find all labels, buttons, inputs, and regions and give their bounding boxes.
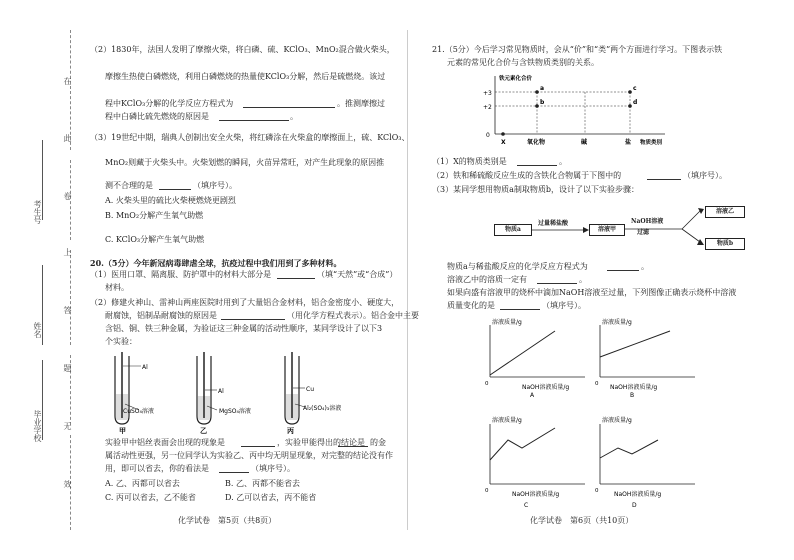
q3-line3: 测不合理的是 <box>105 181 153 190</box>
xtick-base: 碱 <box>581 139 588 146</box>
q21-2b: （填序号）。 <box>683 171 727 180</box>
q20-2c: 含铝、铜、铁三种金属，为验证这三种金属的活动性顺序，某同学设计了以下3 <box>105 324 383 333</box>
q21-3b2: 。 <box>579 275 587 284</box>
seal-char: 效 <box>63 480 72 488</box>
answer-blank[interactable] <box>219 472 249 473</box>
point-a <box>535 90 539 94</box>
point-label-a: a <box>540 85 545 92</box>
q3-line3b: （填序号）。 <box>193 181 237 190</box>
q3-line1: （3）19世纪中期，瑞典人创制出安全火柴，将红磷涂在火柴盒的摩擦面上，硫、KClO₃、 <box>90 133 410 142</box>
graph-origin: 0 <box>595 488 599 494</box>
point-c <box>628 90 632 94</box>
q20-e1a: 实验甲中铝丝表面会出现的现象是 <box>105 438 225 447</box>
q21-1: （1）X的物质类别是 <box>432 157 507 166</box>
q21-3d: 质量变化的是 <box>447 301 495 310</box>
exam-number-label: 考生号 <box>33 200 42 224</box>
graph-c <box>480 410 590 510</box>
seal-char: 答 <box>63 306 72 314</box>
q2-line3: 程中KClO₃分解的化学反应方程式为 <box>105 99 234 108</box>
graph-curve <box>490 331 555 375</box>
graph-ylabel: 溶液质量/g <box>492 417 522 424</box>
answer-blank[interactable] <box>277 278 315 279</box>
q20-option-d: D. 乙可以省去，丙不能省 <box>225 493 317 502</box>
answer-blank[interactable] <box>338 446 368 447</box>
q20-2b: 耐腐蚀，铝制品耐腐蚀的原因是 <box>105 311 217 320</box>
flow-branch-arrows <box>624 204 706 254</box>
point-label-c: c <box>633 85 637 92</box>
graph-curve <box>490 428 555 460</box>
chart-ylabel: 铁元素化合价 <box>499 76 533 82</box>
answer-blank[interactable] <box>243 107 335 108</box>
tube-jia-label: 甲 <box>119 427 126 434</box>
seal-char: 上 <box>63 248 72 256</box>
q20-1b: （填“天然”或“合成”） <box>317 270 398 279</box>
q20-e1b: ，实验甲能得出的结论是 <box>277 438 365 447</box>
graph-label-d: D <box>632 502 637 509</box>
q21-3: （3）某同学想用物质a制取物质b，设计了以下实验步骤： <box>432 185 639 194</box>
graph-origin: 0 <box>485 381 489 387</box>
point-x <box>501 132 505 136</box>
right-page-footer: 化学试卷 第6页（共10页） <box>530 516 634 525</box>
flow-step1-label: 过量稀盐酸 <box>538 220 569 227</box>
name-label: 姓名 <box>33 322 42 338</box>
tube-yi-label: 乙 <box>200 427 207 434</box>
tube-bing-label: 丙 <box>287 427 294 434</box>
q21-2: （2）铁和稀硫酸反应生成的含铁化合物属于下图中的 <box>432 171 622 180</box>
graph-b <box>590 315 700 397</box>
graph-xlabel: NaOH溶液质量/g <box>610 384 658 391</box>
xtick-oxide: 氧化物 <box>527 139 546 146</box>
tube-bing-metal: Cu <box>306 386 314 393</box>
seal-char: 题 <box>63 364 72 372</box>
answer-blank[interactable] <box>647 179 681 180</box>
q21-line2: 元素的常见化合价与含铁物质类别的关系。 <box>447 58 599 67</box>
q2-line4: 程中白磷比硫先燃烧的原因是 <box>105 112 209 121</box>
answer-blank[interactable] <box>537 283 577 284</box>
q21-3c: 如果向盛有溶液甲的烧杯中滴加NaOH溶液至过量，下列图像正确表示烧杯中溶液 <box>447 288 737 297</box>
answer-blank[interactable] <box>221 319 285 320</box>
graph-label-b: B <box>630 392 635 397</box>
ytick-plus2: +2 <box>483 104 492 111</box>
answer-blank[interactable] <box>219 120 289 121</box>
answer-blank[interactable] <box>607 270 639 271</box>
q20-1c: 材料。 <box>105 283 129 292</box>
answer-blank[interactable] <box>241 446 275 447</box>
q3-option-a: A. 火柴头里的硫比火柴梗燃烧更剧烈 <box>105 196 236 205</box>
q2-line1: （2）1830年，法国人发明了摩擦火柴，将白磷、硫、KClO₃、MnO₂混合做火柴头， <box>90 45 395 54</box>
graph-label-a: A <box>530 392 535 397</box>
answer-blank[interactable] <box>517 165 557 166</box>
q20-2b2: （用化学方程式表示）。铝合金中主要 <box>287 311 419 320</box>
point-label-b: b <box>540 99 545 106</box>
q20-2d: 个实验： <box>105 337 137 346</box>
tube-yi-metal: Al <box>218 388 224 395</box>
q21-3d2: （填序号）。 <box>542 301 586 310</box>
xtick-x: X <box>501 139 506 146</box>
xtick-salt: 盐 <box>625 139 632 146</box>
flow-arrow <box>531 225 589 235</box>
graph-curve <box>600 331 670 357</box>
q3-line2: MnO₂则藏于火柴头中。火柴划燃的瞬间，火苗异常旺，对产生此现象的原因推 <box>105 158 385 167</box>
seal-char: 此 <box>63 134 72 142</box>
point-label-d: d <box>633 99 638 106</box>
q21-line1: 21.（5分）今后学习常见物质时，会从“价”和“类”两个方面进行学习。下图表示铁 <box>432 45 723 54</box>
graph-origin: 0 <box>595 381 599 387</box>
test-tube-yi <box>197 352 217 424</box>
tube-jia-solution: CuSO₄溶液 <box>123 408 154 415</box>
test-tube-diagram <box>105 352 365 434</box>
binding-dash-line <box>70 250 71 345</box>
graph-label-c: C <box>524 502 529 509</box>
ytick-zero: 0 <box>486 132 490 139</box>
q21-3a2: 。 <box>641 262 649 271</box>
seal-char: 在 <box>63 77 72 85</box>
flow-step2b-label: 过滤 <box>637 229 650 236</box>
q3-option-b: B. MnO₂分解产生氧气助燃 <box>105 211 204 220</box>
q20-option-b: B. 乙、丙都不能省去 <box>225 479 300 488</box>
binding-dash-line <box>70 30 71 150</box>
flow-step2a-label: NaOH溶液 <box>631 218 664 225</box>
graph-xlabel: NaOH溶液质量/g <box>522 384 570 391</box>
flow-mid-box: 溶液甲 <box>589 224 625 236</box>
q20-e2: 属活动性更强，另一位同学认为实验乙、丙中均无明显现象，对完整的结论没有作 <box>105 451 393 460</box>
q20-e1c: 的金 <box>370 438 386 447</box>
valence-class-chart <box>475 72 675 152</box>
q3-option-c: C. KClO₃分解产生氧气助燃 <box>105 235 205 244</box>
ytick-plus3: +3 <box>483 90 492 97</box>
graph-d <box>590 410 700 510</box>
q20-1a: （1）医用口罩、隔离服、防护罩中的材料大部分是 <box>90 270 272 279</box>
tube-jia-metal: Al <box>142 364 148 371</box>
xaxis-label: 物质类别 <box>640 140 663 146</box>
q2-line3b: 。推测摩擦过 <box>337 99 385 108</box>
test-tube-bing <box>285 352 305 424</box>
graph-ylabel: 溶液质量/g <box>492 319 522 326</box>
graph-origin: 0 <box>485 488 489 494</box>
q21-3a: 物质a与稀盐酸反应的化学反应方程式为 <box>447 262 588 271</box>
q21-3b: 溶液乙中的溶质一定有 <box>447 275 527 284</box>
q20-option-c: C. 丙可以省去，乙不能省 <box>105 493 196 502</box>
answer-blank[interactable] <box>500 309 540 310</box>
q20-2a: （2）修建火神山、雷神山两座医院时用到了大量铝合金材料，铝合金密度小、硬度大， <box>90 298 400 307</box>
q20-e3a: 用，即可以省去，你的看法是 <box>105 464 209 473</box>
binding-dash-line <box>70 160 71 240</box>
seal-char: 卷 <box>63 192 72 200</box>
graph-a <box>480 315 590 397</box>
flow-start-box: 物质a <box>494 224 532 236</box>
q20-option-a: A. 乙、丙都可以省去 <box>105 479 180 488</box>
q2-line2: 摩擦生热使白磷燃烧，利用白磷燃烧的热量使KClO₃分解，然后是硫燃烧。该过 <box>105 72 386 81</box>
q20-e3b: （填序号）。 <box>251 464 295 473</box>
school-label: 毕业学校 <box>33 410 42 442</box>
point-d <box>628 104 632 108</box>
flow-out2-box: 物质b <box>705 238 745 250</box>
tube-yi-solution: MgSO₄溶液 <box>219 408 251 415</box>
q20-title: 20.（5分）今年新冠病毒肆虐全球，抗疫过程中我们用到了多种材料。 <box>90 258 342 268</box>
answer-blank[interactable] <box>159 189 191 190</box>
graph-xlabel: NaOH溶液质量/g <box>512 491 560 498</box>
graph-ylabel: 溶液质量/g <box>602 319 632 326</box>
point-b <box>535 104 539 108</box>
flow-out1-box: 溶液乙 <box>705 206 745 218</box>
graph-xlabel: NaOH溶液质量/g <box>614 491 662 498</box>
graph-curve <box>600 440 658 458</box>
tube-bing-solution: Al₂(SO₄)₃溶液 <box>303 405 342 412</box>
q2-line4b: 。 <box>290 112 298 121</box>
q21-1b: 。 <box>559 157 567 166</box>
left-page-footer: 化学试卷 第5页（共8页） <box>178 516 277 525</box>
page-divider <box>407 30 408 530</box>
graph-ylabel: 溶液质量/g <box>602 417 632 424</box>
seal-char: 无 <box>63 422 72 430</box>
